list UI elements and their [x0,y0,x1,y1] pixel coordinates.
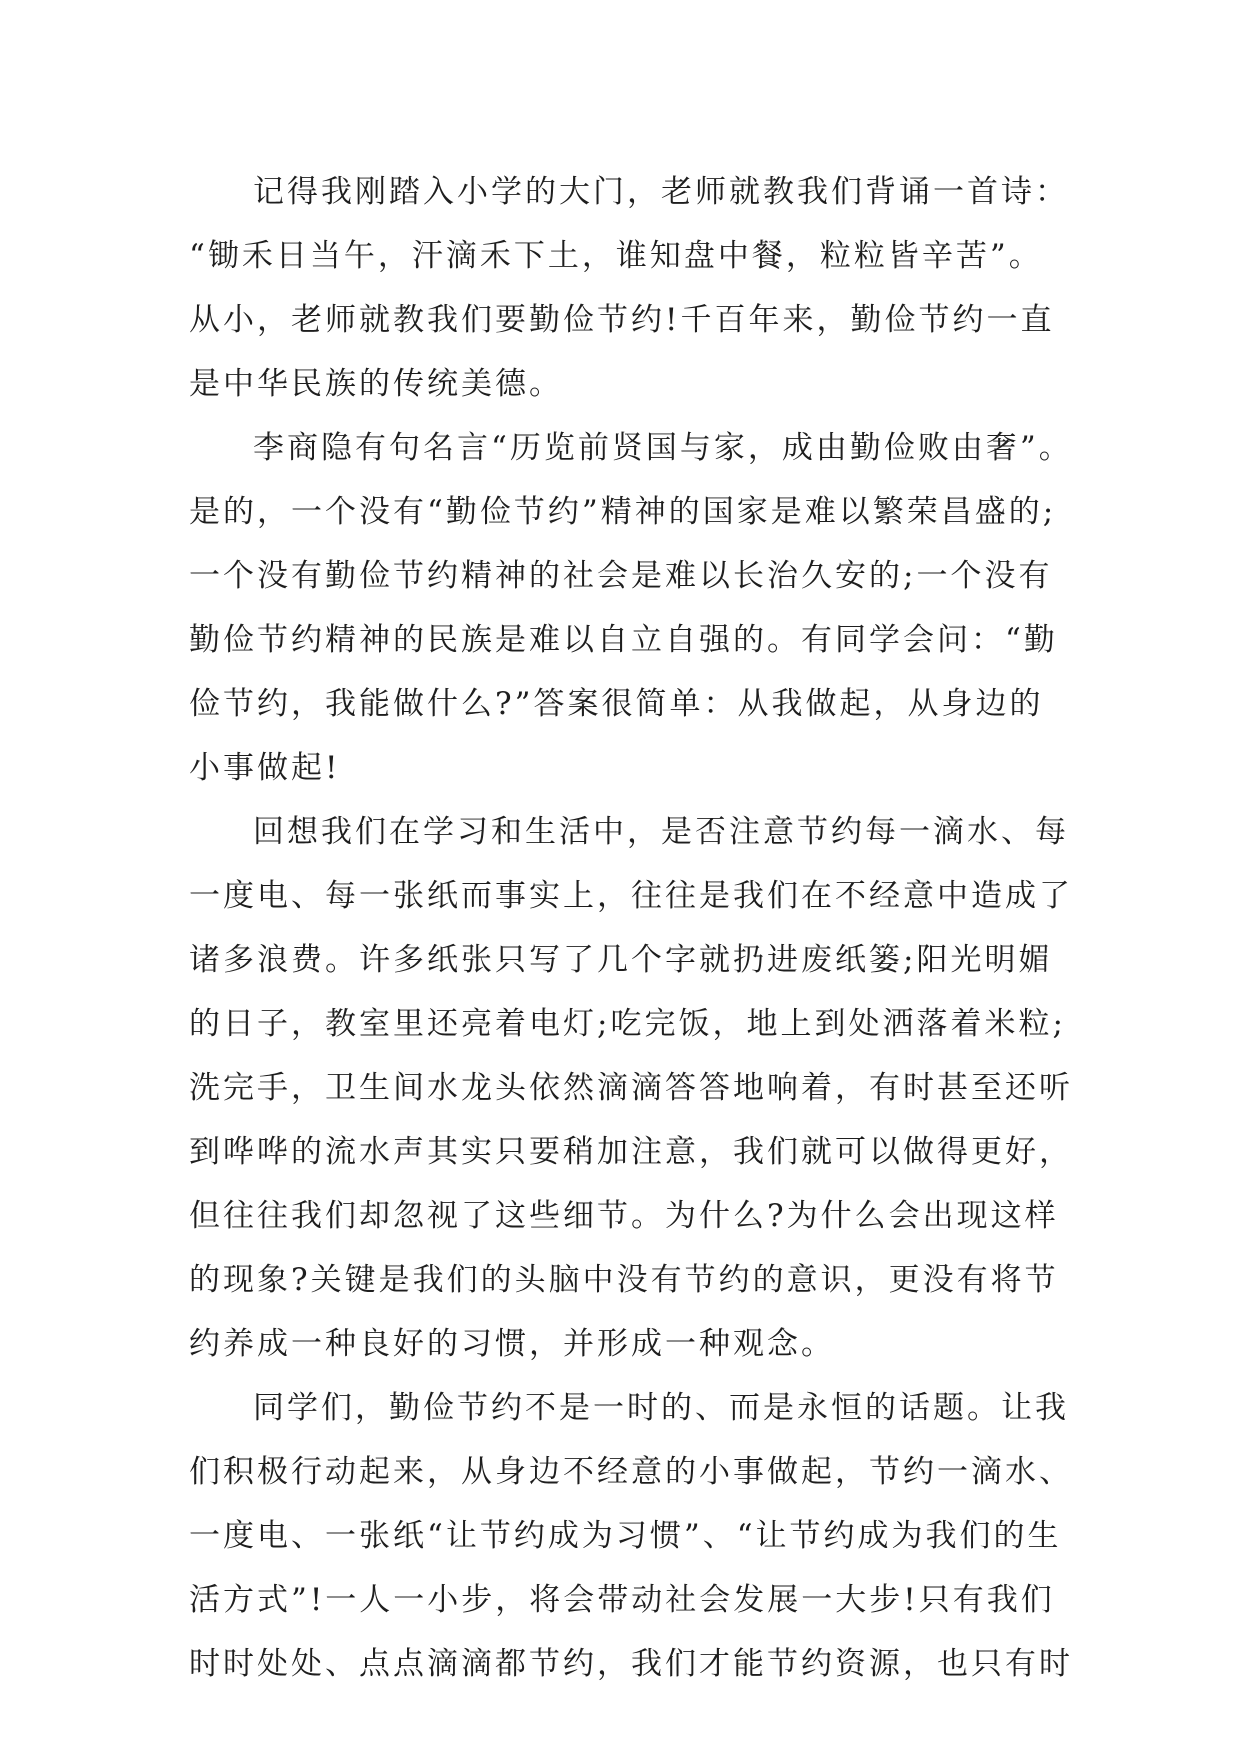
text-line: 的日子，教室里还亮着电灯;吃完饭，地上到处洒落着米粒; [189,1006,1066,1042]
text-line: 们积极行动起来，从身边不经意的小事做起，节约一滴水、 [189,1454,1073,1490]
body-text [189,160,1073,1696]
text-line: 李商隐有句名言“历览前贤国与家，成由勤俭败由奢”。 [253,430,1073,466]
text-line: 一个没有勤俭节约精神的社会是难以长治久安的;一个没有 [189,558,1053,594]
text-line: 诸多浪费。许多纸张只写了几个字就扔进废纸篓;阳光明媚 [189,942,1053,978]
text-line: 是中华民族的传统美德。 [189,366,563,402]
text-line: 记得我刚踏入小学的大门，老师就教我们背诵一首诗： [253,174,1069,210]
text-line: 但往往我们却忽视了这些细节。为什么?为什么会出现这样 [189,1198,1059,1234]
paragraph-4 [189,1376,1073,1696]
text-line: 时时处处、点点滴滴都节约，我们才能节约资源，也只有时 [189,1646,1073,1682]
text-line: 小事做起! [189,750,341,786]
text-line: 是的，一个没有“勤俭节约”精神的国家是难以繁荣昌盛的; [189,494,1057,530]
text-line: 一度电、一张纸“让节约成为习惯”、“让节约成为我们的生 [189,1518,1062,1554]
paragraph-3 [189,800,1073,1376]
paragraph-1 [189,160,1069,416]
text-line: 一度电、每一张纸而事实上，往往是我们在不经意中造成了 [189,878,1073,914]
text-line: 回想我们在学习和生活中，是否注意节约每一滴水、每 [253,814,1069,850]
paragraph-2 [189,416,1073,800]
text-line: 活方式”!一人一小步，将会带动社会发展一大步!只有我们 [189,1582,1055,1618]
text-line: 的现象?关键是我们的头脑中没有节约的意识，更没有将节 [189,1262,1059,1298]
text-line: 约养成一种良好的习惯，并形成一种观念。 [189,1326,835,1362]
text-line: 俭节约，我能做什么?”答案很简单：从我做起，从身边的 [189,686,1044,722]
text-line: 从小，老师就教我们要勤俭节约!千百年来，勤俭节约一直 [189,302,1055,338]
text-line: “锄禾日当午，汗滴禾下土，谁知盘中餐，粒粒皆辛苦”。 [189,238,1043,274]
text-line: 同学们，勤俭节约不是一时的、而是永恒的话题。让我 [253,1390,1069,1426]
text-line: 洗完手，卫生间水龙头依然滴滴答答地响着，有时甚至还听 [189,1070,1073,1106]
text-line: 到哗哗的流水声其实只要稍加注意，我们就可以做得更好， [189,1134,1073,1170]
text-line: 勤俭节约精神的民族是难以自立自强的。有同学会问：“勤 [189,622,1058,658]
